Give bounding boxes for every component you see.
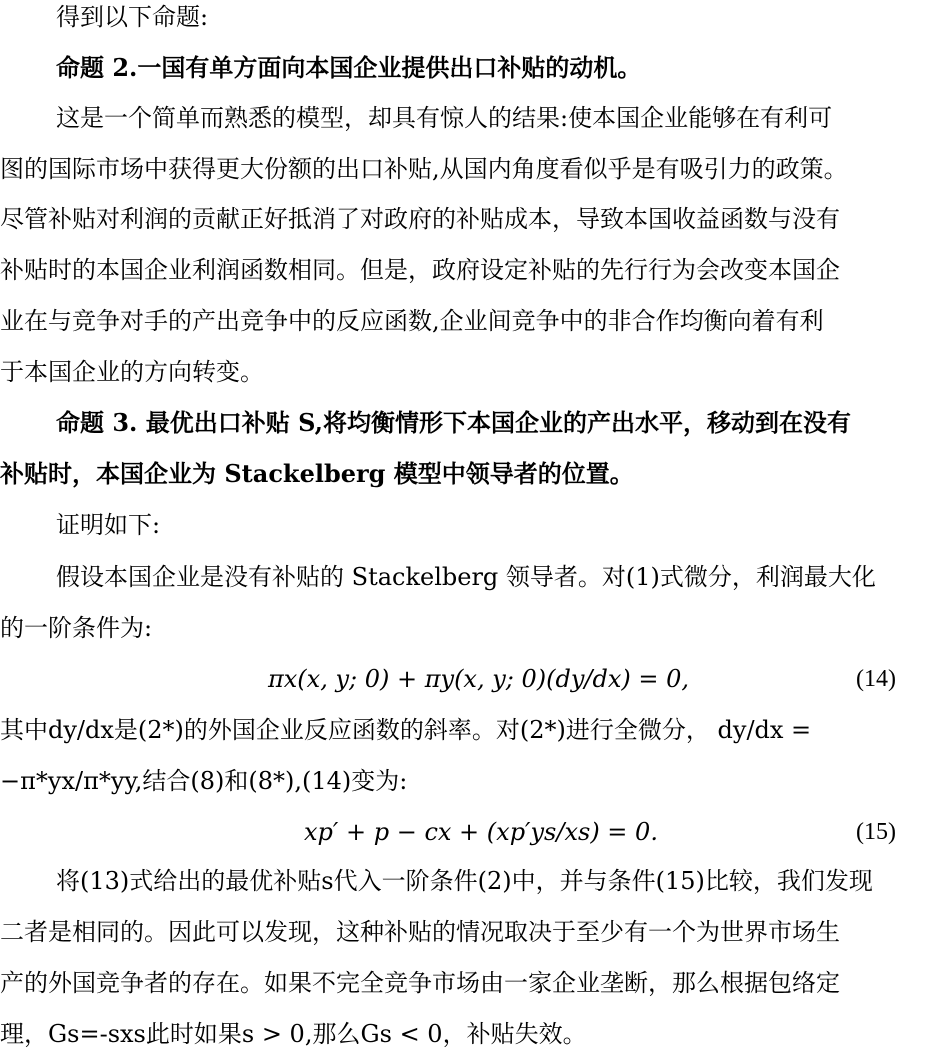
text-line: 图的国际市场中获得更大份额的出口补贴,从国内角度看似乎是有吸引力的政策。 — [0, 155, 848, 183]
text-line: 理，Gs=-sxs此时如果s > 0,那么Gs < 0，补贴失效。 — [0, 1020, 587, 1048]
text-line: 业在与竞争对手的产出竞争中的反应函数,企业间竞争中的非合作均衡向着有利 — [0, 307, 824, 335]
text-line: 二者是相同的。因此可以发现，这种补贴的情况取决于至少有一个为世界市场生 — [0, 918, 840, 946]
text-line: 产的外国竞争者的存在。如果不完全竞争市场由一家企业垄断，那么根据包络定 — [0, 969, 840, 997]
text-line: 其中dy/dx是(2*)的外国企业反应函数的斜率。对(2*)进行全微分， dy/dx = — [0, 716, 812, 744]
text-line: 假设本国企业是没有补贴的 Stackelberg 领导者。对(1)式微分，利润最大化 — [56, 563, 876, 591]
text-line: 的一阶条件为: — [0, 614, 153, 642]
equation-14-number: (14) — [856, 666, 896, 692]
text-line: 将(13)式给出的最优补贴s代入一阶条件(2)中，并与条件(15)比较，我们发现 — [56, 867, 873, 895]
text-line: 尽管补贴对利润的贡献正好抵消了对政府的补贴成本，导致本国收益函数与没有 — [0, 205, 840, 233]
text-line: 补贴时的本国企业利润函数相同。但是，政府设定补贴的先行行为会改变本国企 — [0, 256, 840, 284]
text-line: −π*yx/π*yy,结合(8)和(8*),(14)变为: — [0, 767, 408, 795]
proposition-2: 命题 2.一国有单方面向本国企业提供出口补贴的动机。 — [56, 53, 642, 82]
equation-15-body: xp′ + p − cx + (xp′ys/xs) = 0. — [304, 818, 658, 846]
text-line: 于本国企业的方向转变。 — [0, 358, 264, 386]
text-line: 这是一个简单而熟悉的模型，却具有惊人的结果:使本国企业能够在有利可 — [56, 104, 833, 132]
proposition-3: 命题 3. 最优出口补贴 S,将均衡情形下本国企业的产出水平，移动到在没有 — [56, 408, 851, 437]
text-line: 得到以下命题: — [56, 3, 209, 31]
proof-heading: 证明如下: — [56, 511, 161, 539]
equation-14 — [0, 662, 928, 696]
equation-15 — [0, 815, 928, 849]
proposition-3-cont: 补贴时，本国企业为 Stackelberg 模型中领导者的位置。 — [0, 459, 634, 488]
equation-14-body: πx(x, y; 0) + πy(x, y; 0)(dy/dx) = 0, — [268, 665, 690, 693]
equation-15-number: (15) — [856, 819, 896, 845]
